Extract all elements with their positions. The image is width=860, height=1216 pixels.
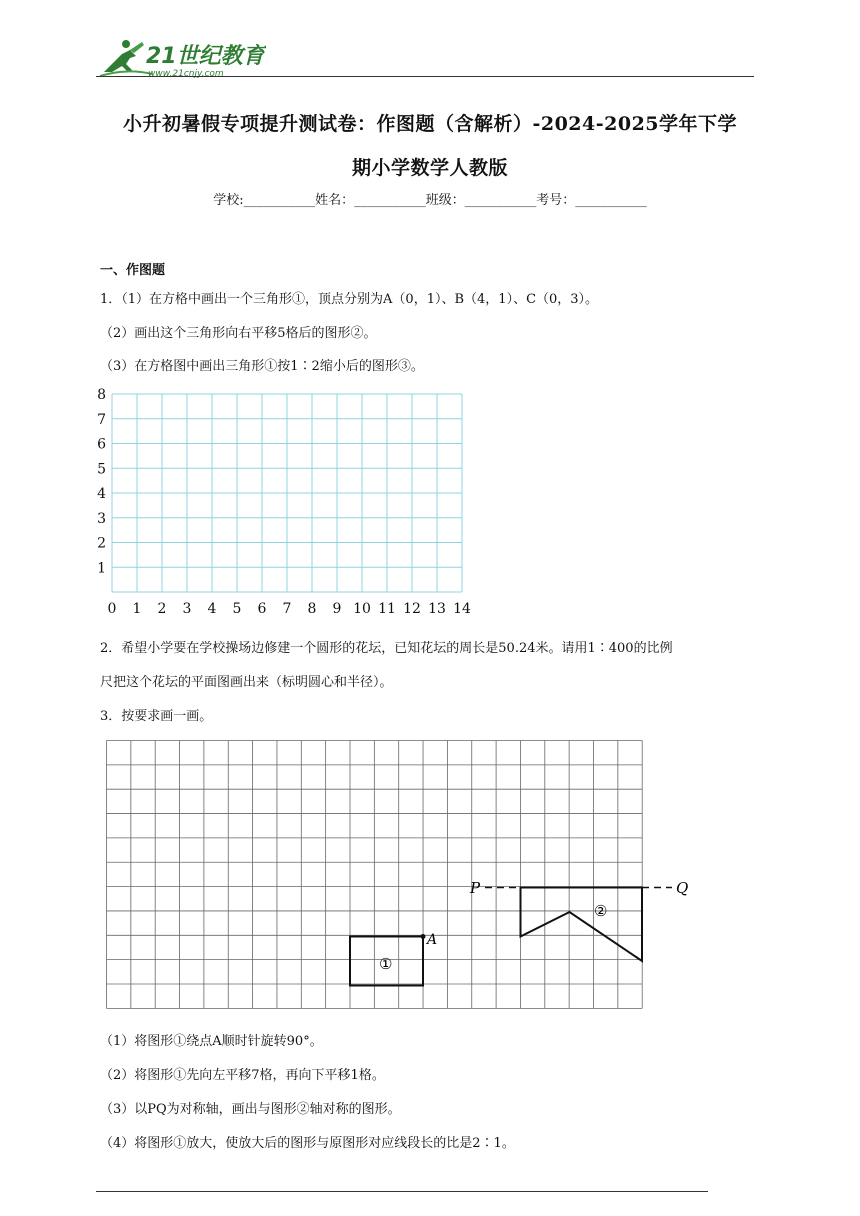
figure-2-label: ② (594, 902, 608, 920)
y-tick-label: 1 (97, 560, 106, 577)
x-tick-label: 7 (282, 601, 292, 617)
q1-coordinate-grid (90, 385, 480, 620)
q1-line2: （2）画出这个三角形向右平移5格后的图形②。 (100, 326, 377, 341)
x-tick-label: 14 (453, 601, 471, 617)
q3-grid-lines (107, 741, 643, 1009)
x-tick-label: 2 (157, 601, 167, 617)
y-tick-label: 4 (97, 486, 106, 502)
class-blank: ___________ (464, 193, 537, 208)
name-label: 姓名： (315, 193, 355, 208)
x-tick-label: 0 (107, 601, 117, 617)
page-title-line1: 小升初暑假专项提升测试卷：作图题（含解析）-2024-2025学年下学 (122, 113, 738, 135)
y-tick-label: 3 (97, 510, 106, 527)
exam-no-label: 考号： (536, 193, 576, 208)
x-tick-label: 4 (207, 601, 217, 617)
page-title-line2: 期小学数学人教版 (351, 157, 508, 179)
label-p: P (470, 879, 481, 897)
x-tick-label: 9 (332, 601, 342, 617)
q2-line2: 尺把这个花坛的平面图画出来（标明圆心和半径）。 (100, 675, 393, 690)
logo (96, 34, 266, 80)
x-tick-label: 3 (182, 601, 192, 617)
x-tick-label: 11 (378, 601, 396, 617)
runner-icon (100, 40, 152, 76)
school-blank: ___________ (243, 193, 316, 208)
y-tick-label: 8 (97, 387, 106, 403)
q3-sub4: （4）将图形①放大，使放大后的图形与原图形对应线段长的比是2∶1。 (100, 1136, 515, 1151)
header-rule (96, 76, 754, 77)
y-tick-label: 5 (97, 461, 106, 478)
section-title: 一、作图题 (100, 263, 166, 278)
q3-sub3: （3）以PQ为对称轴，画出与图形②轴对称的图形。 (100, 1102, 401, 1117)
label-a: A (427, 932, 438, 948)
figure-2-shape (521, 888, 643, 962)
q1-line3: （3）在方格图中画出三角形①按1∶2缩小后的图形③。 (100, 359, 424, 374)
q3-sub1: （1）将图形①绕点A顺时针旋转90°。 (100, 1034, 323, 1049)
x-tick-label: 8 (307, 601, 317, 617)
y-tick-label: 6 (97, 436, 106, 453)
x-tick-label: 1 (132, 601, 142, 617)
footer-rule (96, 1191, 708, 1192)
logo-url: www.21cnjy.com (148, 69, 224, 79)
q3-figure (100, 735, 700, 1020)
q1-line1: 1．（1）在方格中画出一个三角形①，顶点分别为A（0，1）、B（4，1）、C（0，3）。 (100, 292, 599, 307)
label-q: Q (676, 879, 689, 897)
x-tick-label: 13 (428, 601, 446, 617)
figure-1-label: ① (379, 955, 393, 973)
y-tick-label: 2 (97, 535, 106, 552)
x-tick-label: 12 (403, 601, 421, 617)
class-label: 班级： (425, 193, 465, 208)
name-blank: ___________ (354, 193, 426, 208)
x-tick-label: 10 (353, 601, 371, 617)
x-tick-label: 6 (257, 601, 267, 617)
y-tick-label: 7 (97, 411, 106, 428)
q3-line1: 3．按要求画一画。 (100, 709, 213, 724)
logo-text: 21世纪教育 (146, 44, 265, 69)
point-a (421, 934, 426, 939)
q3-sub2: （2）将图形①先向左平移7格，再向下平移1格。 (100, 1068, 385, 1083)
school-label: 学校: (213, 193, 244, 208)
q2-line1: 2．希望小学要在学校操场边修建一个圆形的花坛，已知花坛的周长是50.24米。请用1∶400的比例 (100, 641, 673, 656)
x-tick-label: 5 (232, 601, 242, 617)
student-info (0, 189, 860, 208)
exam-no-blank: ___________ (575, 193, 647, 208)
